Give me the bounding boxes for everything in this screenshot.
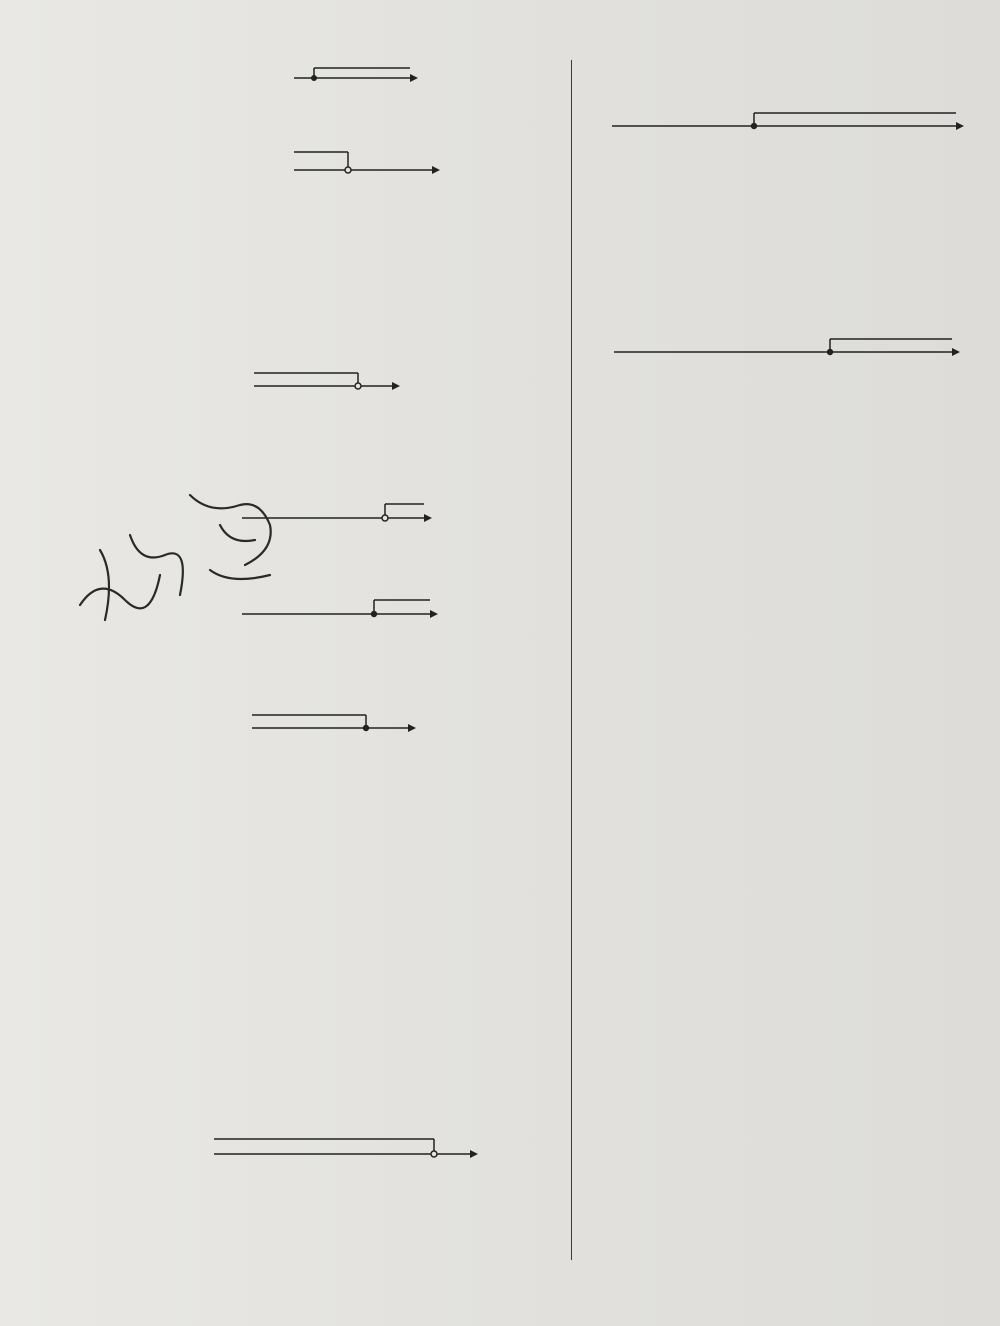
number-line-2	[292, 148, 442, 178]
number-line-3	[252, 370, 402, 394]
number-line-6	[250, 712, 420, 736]
column-divider	[571, 60, 572, 1260]
handwritten-scribble	[70, 455, 300, 655]
number-line-8	[610, 110, 970, 136]
number-line-9	[612, 336, 967, 362]
number-line-7	[212, 1134, 482, 1160]
number-line-1	[292, 62, 422, 104]
